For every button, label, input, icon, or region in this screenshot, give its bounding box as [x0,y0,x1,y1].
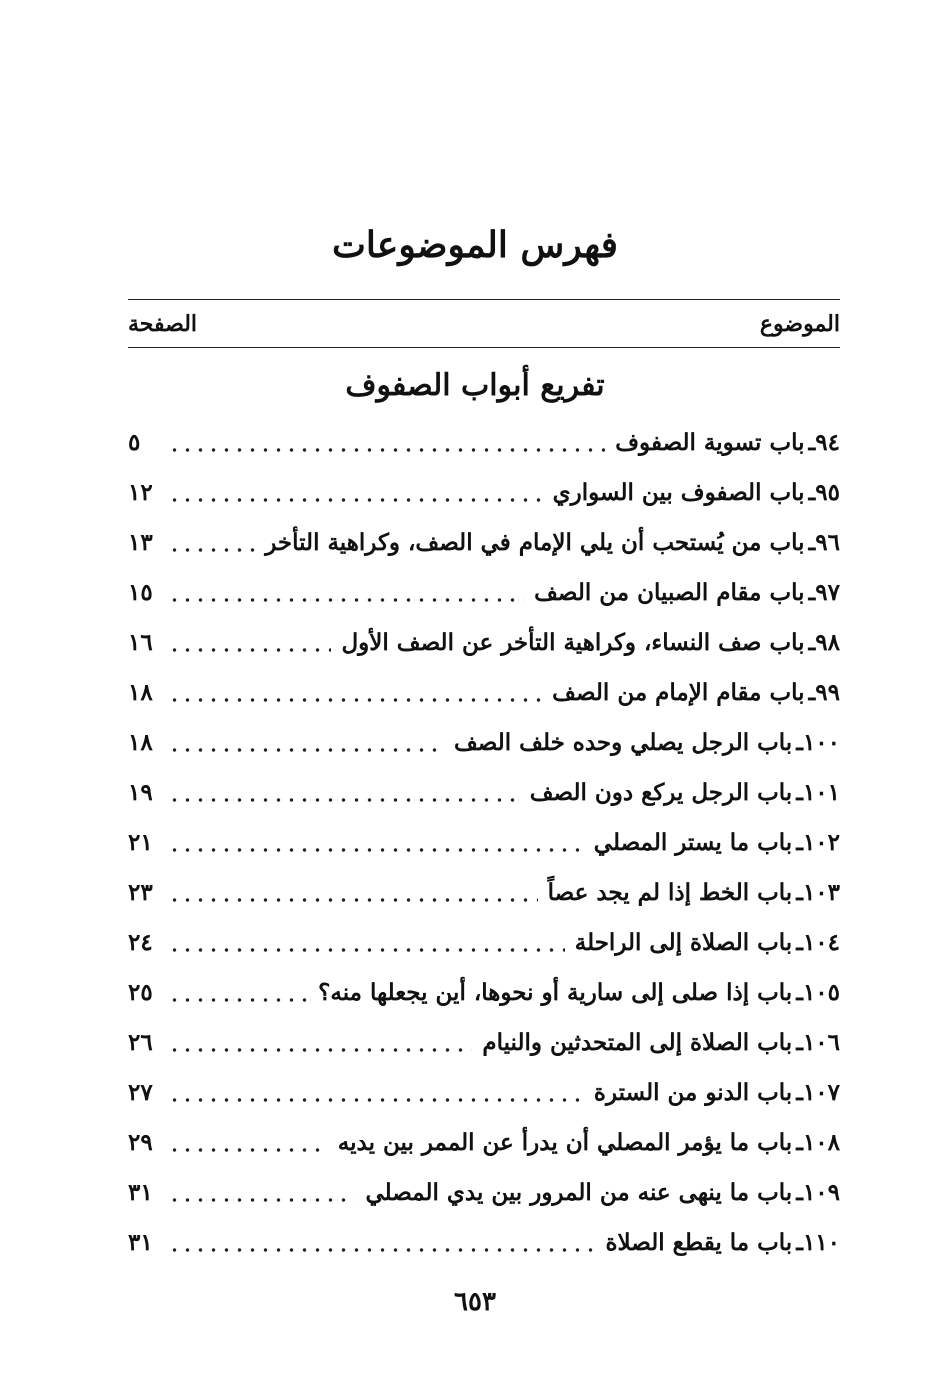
toc-entry-title: باب إذا صلى إلى سارية أو نحوها، أين يجعلها منه؟ [318,978,793,1006]
toc-leader-dots [168,1248,596,1252]
toc-entry-page: ٣١ [128,1178,153,1206]
page-number: ٦٥٣ [454,1287,496,1317]
toc-entry-title: باب صف النساء، وكراهية التأخر عن الصف الأول [341,628,805,656]
toc-entry-page: ٢٦ [128,1028,153,1056]
toc-entry-number: ٩٥ [815,478,840,506]
toc-entry [128,917,840,967]
header-bottom-rule [128,347,840,348]
toc-list [128,417,840,1267]
page-column-label: الصفحة [128,311,198,337]
toc-entry [128,467,840,517]
toc-entry [128,867,840,917]
toc-entry-title: باب مقام الإمام من الصف [552,678,805,706]
toc-entry-title: باب الرجل يركع دون الصف [529,778,793,806]
toc-leader-dots [168,648,331,652]
toc-entry-title: باب الرجل يصلي وحده خلف الصف [453,728,793,756]
toc-entry [128,417,840,467]
toc-entry-page: ٣١ [128,1228,153,1256]
page-title: فهرس الموضوعات [331,224,619,266]
toc-entry [128,767,840,817]
toc-leader-dots [168,1098,584,1102]
toc-entry-title: باب ما يستر المصلي [593,828,793,856]
toc-entry-number: ١١٠ [802,1228,840,1256]
toc-entry-number: ١٠٩ [802,1178,840,1206]
toc-leader-dots [168,1148,328,1152]
toc-entry-page: ١٢ [128,478,153,506]
toc-leader-dots [168,598,524,602]
section-title: تفريع أبواب الصفوف [345,368,605,403]
toc-leader-dots [168,948,565,952]
toc-entry-dash: ـ [796,728,803,756]
toc-entry-title: باب ما يؤمر المصلي أن يدرأ عن الممر بين يديه [337,1128,793,1156]
toc-entry-number: ١٠٦ [802,1028,840,1056]
toc-entry-dash: ـ [808,428,816,456]
toc-entry-number: ١٠٣ [802,878,840,906]
toc-entry-dash: ـ [808,528,816,556]
toc-entry-page: ١٨ [128,728,153,756]
toc-entry-page: ٢٤ [128,928,153,956]
toc-entry-page: ١٩ [128,778,153,806]
toc-leader-dots [168,898,538,902]
toc-entry-dash: ـ [808,678,816,706]
toc-entry-page: ٢١ [128,828,153,856]
topic-column-label: الموضوع [759,311,840,337]
toc-entry-number: ١٠٨ [802,1128,840,1156]
toc-entry-dash: ـ [796,1128,803,1156]
toc-leader-dots [168,548,255,552]
toc-entry-title: باب الصفوف بين السواري [552,478,805,506]
toc-entry [128,1217,840,1267]
toc-entry-dash: ـ [796,828,803,856]
toc-entry-title: باب مقام الصبيان من الصف [534,578,805,606]
toc-entry-title: باب الخط إذا لم يجد عصاً [547,878,793,906]
toc-entry [128,667,840,717]
toc-entry-page: ١٨ [128,678,153,706]
toc-leader-dots [168,1048,472,1052]
toc-leader-dots [168,798,520,802]
toc-entry-page: ١٣ [128,528,153,556]
toc-entry-number: ٩٦ [815,528,840,556]
toc-entry [128,717,840,767]
toc-entry-title: باب تسوية الصفوف [615,428,805,456]
toc-entry-page: ٥ [128,428,141,456]
toc-entry [128,1067,840,1117]
toc-entry-title: باب الدنو من السترة [593,1078,793,1106]
toc-entry-number: ١٠٠ [802,728,840,756]
toc-entry-title: باب ما ينهى عنه من المرور بين يدي المصلي [365,1178,793,1206]
toc-leader-dots [168,698,542,702]
toc-entry-dash: ـ [796,1228,803,1256]
toc-leader-dots [168,848,584,852]
toc-entry [128,617,840,667]
toc-entry [128,567,840,617]
toc-entry-number: ٩٩ [815,678,840,706]
toc-entry [128,1167,840,1217]
toc-entry-page: ١٦ [128,628,153,656]
toc-entry-page: ٢٩ [128,1128,153,1156]
toc-entry-number: ١٠٥ [802,978,840,1006]
toc-entry-number: ١٠٧ [802,1078,840,1106]
toc-leader-dots [168,448,605,452]
toc-leader-dots [168,498,543,502]
toc-entry-page: ١٥ [128,578,153,606]
table-header [128,304,840,344]
toc-entry-dash: ـ [796,778,803,806]
toc-entry-title: باب الصلاة إلى المتحدثين والنيام [482,1028,793,1056]
toc-entry-dash: ـ [808,578,816,606]
toc-entry-dash: ـ [796,928,803,956]
toc-entry [128,517,840,567]
toc-entry-number: ٩٤ [815,428,840,456]
toc-entry [128,817,840,867]
toc-entry-number: ٩٨ [815,628,840,656]
toc-entry-number: ١٠١ [802,778,840,806]
toc-entry-number: ١٠٢ [802,828,840,856]
toc-entry-page: ٢٥ [128,978,153,1006]
toc-entry-title: باب من يُستحب أن يلي الإمام في الصف، وكراهية التأخر [265,528,805,556]
toc-entry-dash: ـ [796,878,803,906]
toc-entry-dash: ـ [796,1178,803,1206]
toc-entry-dash: ـ [796,1078,803,1106]
toc-entry-dash: ـ [796,978,803,1006]
toc-entry-title: باب الصلاة إلى الراحلة [574,928,793,956]
toc-leader-dots [168,998,308,1002]
toc-entry-title: باب ما يقطع الصلاة [605,1228,793,1256]
toc-entry-page: ٢٣ [128,878,153,906]
toc-entry-dash: ـ [808,478,816,506]
toc-entry-number: ٩٧ [815,578,840,606]
toc-leader-dots [168,748,444,752]
toc-leader-dots [168,1198,355,1202]
toc-entry-dash: ـ [796,1028,803,1056]
toc-entry-number: ١٠٤ [802,928,840,956]
toc-entry-page: ٢٧ [128,1078,153,1106]
toc-entry [128,967,840,1017]
toc-entry-dash: ـ [808,628,816,656]
toc-entry [128,1017,840,1067]
header-top-rule [128,299,840,300]
toc-entry [128,1117,840,1167]
